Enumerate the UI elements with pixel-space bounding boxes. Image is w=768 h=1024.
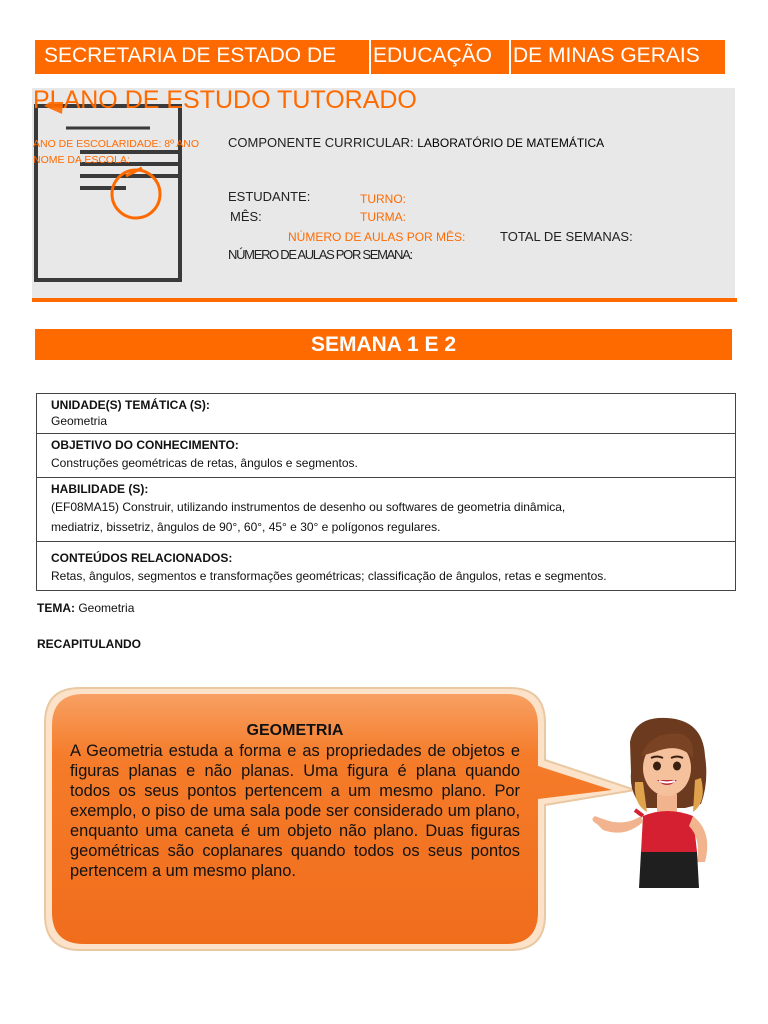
- document-icon: [30, 102, 190, 284]
- page-title: PLANO DE ESTUDO TUTORADO: [33, 86, 417, 114]
- componente-curricular: [228, 135, 604, 150]
- bubble-text: A Geometria estuda a forma e as propriedades de objetos e figuras planas e não planas. Uma figura é plana quando todos os seus pontos pertencem a um mesmo plano. Por exemplo, o piso de uma sala pode ser considerado um plano, enquanto uma caneta é um objeto não plano. Duas figuras geométricas são coplanares quando todos os seus pontos pertencem a um mesmo plano.: [70, 742, 520, 880]
- componente-label: COMPONENTE CURRICULAR:: [228, 135, 414, 150]
- objetivo-heading: OBJETIVO DO CONHECIMENTO:: [51, 438, 239, 452]
- unidade-text: Geometria: [51, 414, 108, 428]
- recap-heading: RECAPITULANDO: [37, 637, 141, 651]
- mes-label: MÊS:: [230, 209, 262, 224]
- banner-divider: [509, 40, 511, 74]
- ano-escolaridade: ANO DE ESCOLARIDADE: 8º ANO: [33, 138, 200, 150]
- habilidade-text-2: mediatriz, bissetriz, ângulos de 90°, 60°, 45° e 30° e polígonos regulares.: [51, 520, 441, 534]
- week-bar: SEMANA 1 E 2: [35, 329, 732, 360]
- aulas-mes-label: NÚMERO DE AULAS POR MÊS:: [288, 230, 466, 244]
- conteudos-heading: CONTEÚDOS RELACIONADOS:: [51, 551, 233, 565]
- habilidade-text-1: (EF08MA15) Construir, utilizando instrumentos de desenho ou softwares de geometria dinâmica,: [51, 500, 566, 514]
- banner-part-1: SECRETARIA DE ESTADO DE: [44, 44, 337, 67]
- header-underline: [32, 298, 737, 302]
- top-banner: [35, 40, 725, 74]
- total-semanas-label: TOTAL DE SEMANAS:: [500, 229, 633, 244]
- nome-escola: NOME DA ESCOLA:: [33, 154, 130, 166]
- teacher-avatar: [585, 712, 735, 888]
- info-table: [36, 393, 736, 591]
- aulas-semana-label: NÚMERO DE AULAS POR SEMANA:: [228, 247, 412, 262]
- banner-part-3: DE MINAS GERAIS: [513, 44, 700, 67]
- banner-divider: [369, 40, 371, 74]
- banner-part-2: EDUCAÇÃO: [373, 44, 493, 67]
- objetivo-text: Construções geométricas de retas, ângulos e segmentos.: [51, 456, 358, 470]
- tema-line: [37, 601, 134, 615]
- table-row: [37, 394, 735, 434]
- turma-label: TURMA:: [360, 210, 406, 224]
- componente-value: LABORATÓRIO DE MATEMÁTICA: [417, 136, 605, 150]
- tema-value: Geometria: [78, 601, 135, 615]
- table-row: [37, 542, 735, 590]
- habilidade-heading: HABILIDADE (S):: [51, 482, 149, 496]
- estudante-label: ESTUDANTE:: [228, 189, 311, 204]
- table-row: [37, 434, 735, 478]
- turno-label: TURNO:: [360, 192, 406, 206]
- conteudos-text: Retas, ângulos, segmentos e transformações geométricas; classificação de ângulos, retas e segmentos.: [51, 569, 607, 583]
- unidade-heading: UNIDADE(S) TEMÁTICA (S):: [51, 398, 210, 412]
- tema-label: TEMA:: [37, 601, 75, 615]
- table-row: [37, 478, 735, 542]
- bubble-title: GEOMETRIA: [246, 722, 344, 739]
